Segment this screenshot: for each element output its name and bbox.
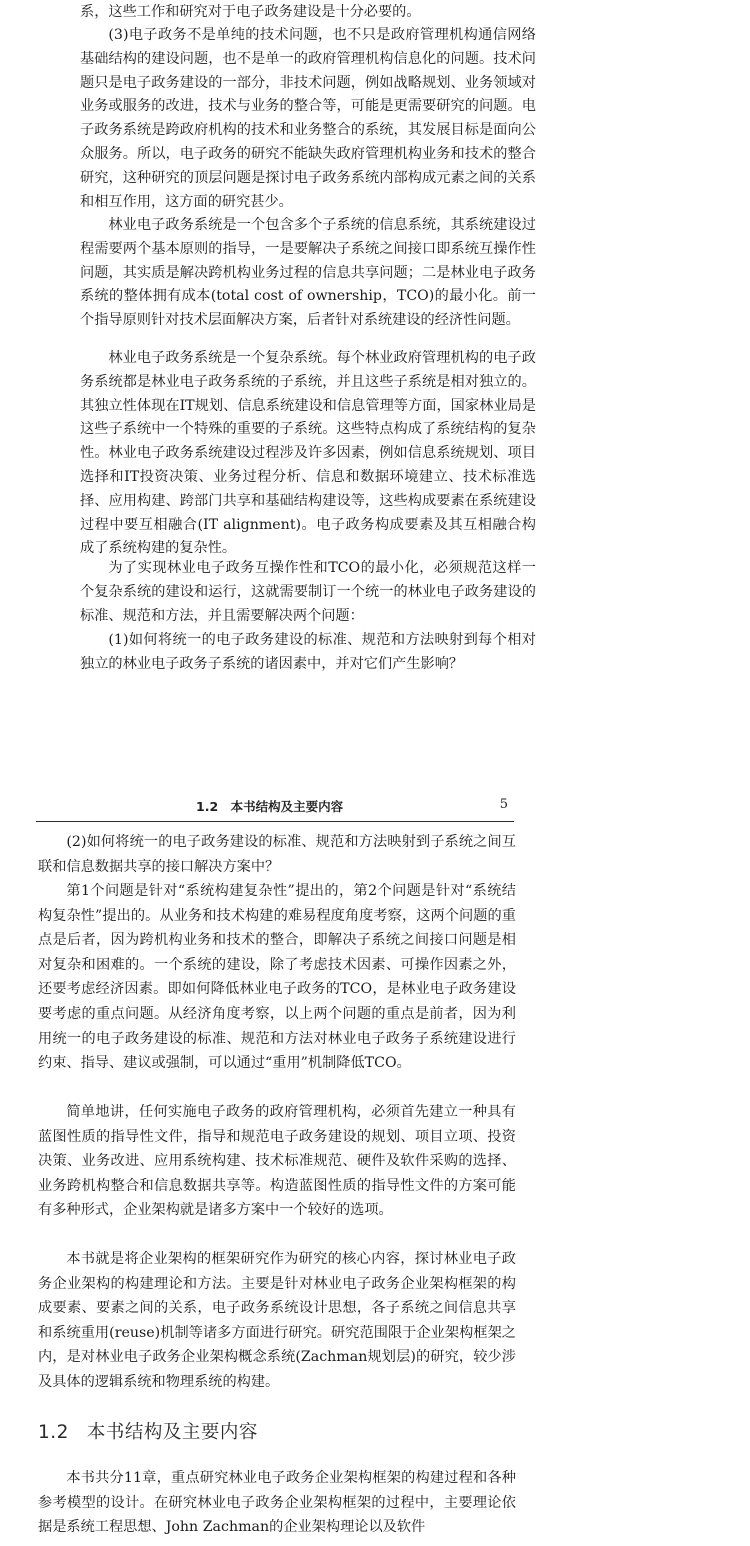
paragraph-blueprint: 简单地讲，任何实施电子政务的政府管理机构，必须首先建立一种具有蓝图性质的指导性文件，指导和规范电子政务建设的规划、项目立项、投资决策、业务改进、应用系统构建、技术标准规范、硬件及软件采购的选择、业务跨机构整合和信息数据共享等。构造蓝图性质的指导性文件的方案可能有多种形式，企业架构就是诸多方案中一个较好的选项。 xyxy=(38,1104,516,1219)
lower-page xyxy=(0,790,750,1546)
paragraph-question-1: (1)如何将统一的电子政务建设的标准、规范和方法映射到每个相对独立的林业电子政务子系统的诸因素中，并对它们产生影响？ xyxy=(80,632,536,672)
section-heading xyxy=(38,1418,258,1444)
paragraph-book-structure: 本书共分11章，重点研究林业电子政务企业架构框架的构建过程和各种参考模型的设计。在研究林业电子政务企业架构框架的过程中，主要理论依据是系统工程思想、John Zachman的企业架构理论以及软件 xyxy=(38,1470,516,1536)
paragraph-question-2: (2)如何将统一的电子政务建设的标准、规范和方法映射到子系统之间互联和信息数据共享的接口解决方案中？ xyxy=(38,834,516,875)
paragraph-fragment: 系，这些工作和研究对于电子政务建设是十分必要的。 xyxy=(80,4,421,20)
paragraph-two-principles: 林业电子政务系统是一个包含多个子系统的信息系统，其系统建设过程需要两个基本原则的指导，一是要解决子系统之间接口即系统互操作性问题，其实质是解决跨机构业务过程的信息共享问题；二是林业电子政务系统的整体拥有成本(total cost of ownership，TCO)的最小化。前一个指导原则针对技术层面解决方案，后者针对系统建设的经济性问题。 xyxy=(80,217,536,329)
paragraph-point-3: (3)电子政务不是单纯的技术问题，也不只是政府管理机构通信网络基础结构的建设问题，也不是单一的政府管理机构信息化的问题。技术问题只是电子政务建设的一部分，非技术问题，例如战略规划、业务领域对业务或服务的改进，技术与业务的整合等，可能是更需要研究的问题。电子政务系统是跨政府机构的技术和业务整合的系统，其发展目标是面向公众服务。所以，电子政务的研究不能缺失政府管理机构业务和技术的整合研究，这种研究的顶层问题是探讨电子政务系统内部构成元素之间的关系和相互作用，这方面的研究甚少。 xyxy=(80,27,536,210)
paragraph-two-questions: 为了实现林业电子政务互操作性和TCO的最小化，必须规范这样一个复杂系统的建设和运行，这就需要制订一个统一的林业电子政务建设的标准、规范和方法，并且需要解决两个问题： xyxy=(80,560,536,624)
section-title: 本书结构及主要内容 xyxy=(86,1422,258,1443)
running-header-title: 1.2 本书结构及主要内容 xyxy=(196,799,344,814)
paragraph-book-focus: 本书就是将企业架构的框架研究作为研究的核心内容，探讨林业电子政务企业架构的构建理论和方法。主要是针对林业电子政务企业架构框架的构成要素、要素之间的关系，电子政务系统设计思想，各子系统之间信息共享和系统重用(reuse)机制等诸多方面进行研究。研究范围限于企业架构框架之内，是对林业电子政务企业架构概念系统(Zachman规划层)的研究，较少涉及具体的逻辑系统和物理系统的构建。 xyxy=(38,1251,516,1390)
paragraph-complex-system: 林业电子政务系统是一个复杂系统。每个林业政府管理机构的电子政务系统都是林业电子政务系统的子系统，并且这些子系统是相对独立的。其独立性体现在IT规划、信息系统建设和信息管理等方面，国家林业局是这些子系统中一个特殊的重要的子系统。这些特点构成了系统结构的复杂性。林业电子政务系统建设过程涉及许多因素，例如信息系统规划、项目选择和IT投资决策、业务过程分析、信息和数据环境建立、技术标准选择、应用构建、跨部门共享和基础结构建设等，这些构成要素在系统建设过程中要互相融合(IT alignment)。电子政务构成要素及其互相融合构成了系统构建的复杂性。 xyxy=(80,350,536,557)
paragraph-complexity-analysis: 第1个问题是针对“系统构建复杂性”提出的，第2个问题是针对“系统结构复杂性”提出的。从业务和技术构建的难易程度角度考察，这两个问题的重点是后者，因为跨机构业务和技术的整合，即解决子系统之间接口问题是相对复杂和困难的。一个系统的建设，除了考虑技术因素、可操作因素之外，还要考虑经济因素。即如何降低林业电子政务的TCO，是林业电子政务建设要考虑的重点问题。从经济角度考察，以上两个问题的重点是前者，因为利用统一的电子政务建设的标准、规范和方法对林业电子政务子系统建设进行约束、指导、建议或强制，可以通过“重用”机制降低TCO。 xyxy=(38,883,516,1072)
page-number: 5 xyxy=(499,797,508,812)
upper-page xyxy=(0,0,750,690)
section-number: 1.2 xyxy=(38,1422,69,1443)
